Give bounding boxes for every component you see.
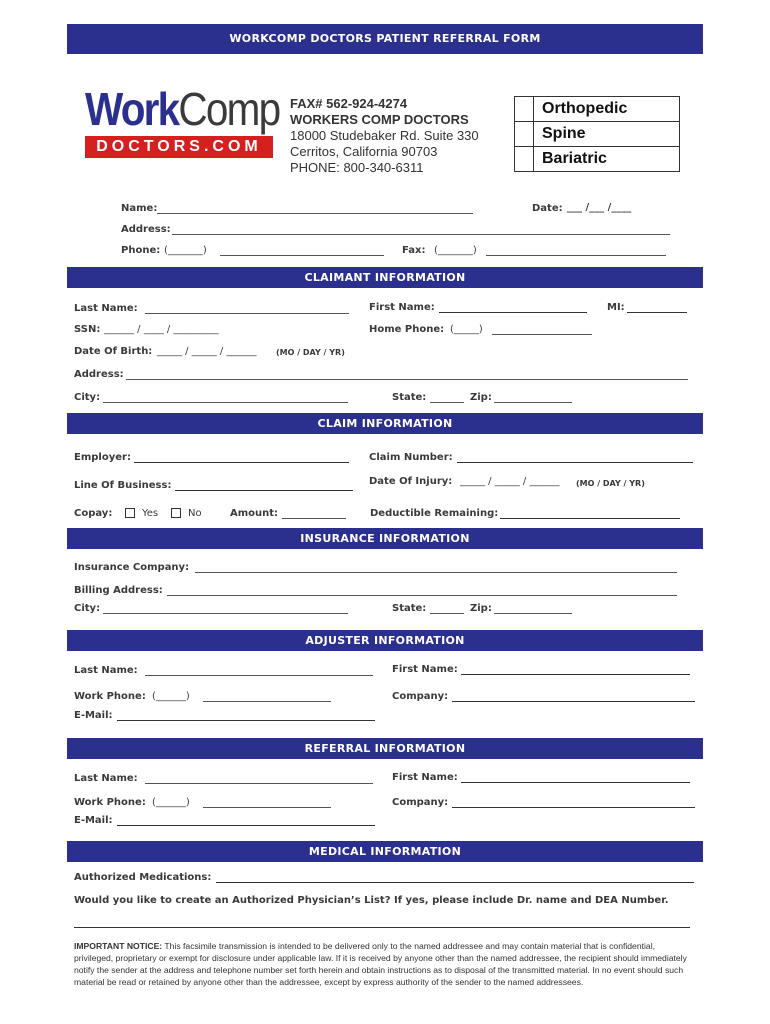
date-label: Date:	[532, 203, 563, 214]
spine-checkbox[interactable]	[515, 122, 534, 147]
doi-hint: (MO / DAY / YR)	[576, 479, 645, 488]
home-phone-field[interactable]	[492, 334, 592, 335]
workcomp-logo	[85, 83, 280, 135]
copay-no-checkbox[interactable]	[171, 508, 181, 518]
notice-body: This facsimile transmission is intended to be delivered only to the named addressee and may contain material that is confidential, privileged, proprietary or exempt for disclosure under applicable law. If it is received by anyone other than the named addressee, the recipient should immediately notify the sender at the address and telephone number set forth herein and obtain instructions as to disposal of the transmitted material. In no event should such material be read or retained by anyone other than the addressee, except by express authority of the sender to the named addressees.	[74, 941, 687, 987]
claimant-mi-field[interactable]	[627, 312, 687, 313]
referral-company-label: Company:	[392, 797, 449, 808]
specialty-bariatric: Bariatric	[534, 147, 680, 172]
claimant-address-label: Address:	[74, 369, 124, 380]
claimant-city-label: City:	[74, 392, 101, 403]
deductible-field[interactable]	[500, 518, 680, 519]
fax-number: FAX# 562-924-4274	[290, 96, 408, 111]
claimant-zip-label: Zip:	[470, 392, 492, 403]
copay-yes-label: Yes	[142, 508, 159, 519]
address-line-2: Cerritos, California 90703	[290, 144, 438, 159]
home-phone-area[interactable]: (_____)	[450, 324, 483, 335]
insurance-company-label: Insurance Company:	[74, 562, 190, 573]
adjuster-email-label: E-Mail:	[74, 710, 113, 721]
date-of-injury-field[interactable]: _____ / _____ / ______	[460, 476, 560, 487]
address-line-1: 18000 Studebaker Rd. Suite 330	[290, 128, 479, 143]
insurance-company-field[interactable]	[195, 572, 677, 573]
important-notice	[74, 940, 694, 988]
adjuster-work-phone-label: Work Phone:	[74, 691, 146, 702]
claimant-last-name-field[interactable]	[145, 313, 349, 314]
authorized-medications-field[interactable]	[216, 882, 694, 883]
address-field[interactable]	[172, 234, 670, 235]
copay-label: Copay:	[74, 508, 113, 519]
insurance-state-field[interactable]	[430, 613, 464, 614]
insurance-state-label: State:	[392, 603, 427, 614]
referral-work-phone-field[interactable]	[203, 807, 331, 808]
specialty-table	[514, 96, 680, 172]
billing-address-label: Billing Address:	[74, 585, 163, 596]
adjuster-company-label: Company:	[392, 691, 449, 702]
adjuster-last-name-label: Last Name:	[74, 665, 138, 676]
dob-field[interactable]: _____ / _____ / ______	[157, 346, 257, 357]
referral-header: REFERRAL INFORMATION	[67, 738, 703, 759]
adjuster-first-name-label: First Name:	[392, 664, 458, 675]
adjuster-email-field[interactable]	[117, 720, 375, 721]
referral-first-name-label: First Name:	[392, 772, 458, 783]
date-field[interactable]: ___ /___ /____	[567, 202, 632, 213]
home-phone-label: Home Phone:	[369, 324, 445, 335]
company-name: WORKERS COMP DOCTORS	[290, 112, 469, 127]
physician-list-field[interactable]	[74, 927, 690, 928]
referral-last-name-field[interactable]	[145, 783, 373, 784]
phone-area[interactable]: (_______)	[164, 245, 207, 256]
form-title: WORKCOMP DOCTORS PATIENT REFERRAL FORM	[67, 24, 703, 54]
specialty-spine: Spine	[534, 122, 680, 147]
adjuster-last-name-field[interactable]	[145, 675, 373, 676]
employer-field[interactable]	[134, 462, 349, 463]
referral-email-field[interactable]	[117, 825, 375, 826]
amount-label: Amount:	[230, 508, 279, 519]
referral-work-phone-area[interactable]: (______)	[152, 797, 190, 808]
claimant-last-name-label: Last Name:	[74, 303, 138, 314]
adjuster-header: ADJUSTER INFORMATION	[67, 630, 703, 651]
referral-email-label: E-Mail:	[74, 815, 113, 826]
phone-number: PHONE: 800-340-6311	[290, 160, 424, 175]
line-of-business-label: Line Of Business:	[74, 480, 172, 491]
address-label: Address:	[121, 224, 171, 235]
claimant-city-field[interactable]	[103, 402, 348, 403]
copay-yes-checkbox[interactable]	[125, 508, 135, 518]
bariatric-checkbox[interactable]	[515, 147, 534, 172]
deductible-label: Deductible Remaining:	[370, 508, 499, 519]
referral-work-phone-label: Work Phone:	[74, 797, 146, 808]
date-of-injury-label: Date Of Injury:	[369, 476, 453, 487]
adjuster-work-phone-area[interactable]: (______)	[152, 691, 190, 702]
insurance-zip-field[interactable]	[494, 613, 572, 614]
insurance-header: INSURANCE INFORMATION	[67, 528, 703, 549]
dob-hint: (MO / DAY / YR)	[276, 348, 345, 357]
adjuster-company-field[interactable]	[452, 701, 695, 702]
claimant-address-field[interactable]	[126, 379, 688, 380]
copay-no-label: No	[188, 508, 202, 519]
claim-number-label: Claim Number:	[369, 452, 453, 463]
claimant-state-field[interactable]	[430, 402, 464, 403]
phone-label: Phone:	[121, 245, 161, 256]
logo-work-text: Work	[85, 83, 179, 135]
contact-block	[290, 96, 479, 176]
referral-first-name-field[interactable]	[461, 782, 690, 783]
referral-company-field[interactable]	[452, 807, 695, 808]
physician-list-question: Would you like to create an Authorized Physician’s List? If yes, please include Dr. name and DEA Number.	[74, 895, 669, 906]
name-label: Name:	[121, 203, 158, 214]
medical-header: MEDICAL INFORMATION	[67, 841, 703, 862]
notice-heading: IMPORTANT NOTICE:	[74, 941, 163, 951]
dob-label: Date Of Birth:	[74, 346, 153, 357]
claim-number-field[interactable]	[457, 462, 693, 463]
insurance-zip-label: Zip:	[470, 603, 492, 614]
adjuster-work-phone-field[interactable]	[203, 701, 331, 702]
claimant-zip-field[interactable]	[494, 402, 572, 403]
logo-domain: DOCTORS.COM	[85, 136, 273, 158]
ssn-field[interactable]: ______ / ____ / _________	[104, 324, 219, 335]
ssn-label: SSN:	[74, 324, 101, 335]
claimant-first-name-label: First Name:	[369, 302, 435, 313]
claim-header: CLAIM INFORMATION	[67, 413, 703, 434]
claimant-mi-label: MI:	[607, 302, 625, 313]
insurance-city-field[interactable]	[103, 613, 348, 614]
billing-address-field[interactable]	[167, 595, 677, 596]
specialty-orthopedic: Orthopedic	[534, 97, 680, 122]
employer-label: Employer:	[74, 452, 131, 463]
phone-field[interactable]	[220, 255, 384, 256]
adjuster-first-name-field[interactable]	[461, 674, 690, 675]
insurance-city-label: City:	[74, 603, 101, 614]
name-field[interactable]	[157, 213, 473, 214]
fax-field[interactable]	[486, 255, 666, 256]
claimant-first-name-field[interactable]	[439, 312, 587, 313]
authorized-medications-label: Authorized Medications:	[74, 872, 212, 883]
logo-comp-text: Comp	[178, 83, 280, 135]
claimant-header: CLAIMANT INFORMATION	[67, 267, 703, 288]
claimant-state-label: State:	[392, 392, 427, 403]
fax-area[interactable]: (_______)	[434, 245, 477, 256]
fax-label: Fax:	[402, 245, 426, 256]
amount-field[interactable]	[282, 518, 346, 519]
line-of-business-field[interactable]	[175, 490, 353, 491]
referral-last-name-label: Last Name:	[74, 773, 138, 784]
orthopedic-checkbox[interactable]	[515, 97, 534, 122]
